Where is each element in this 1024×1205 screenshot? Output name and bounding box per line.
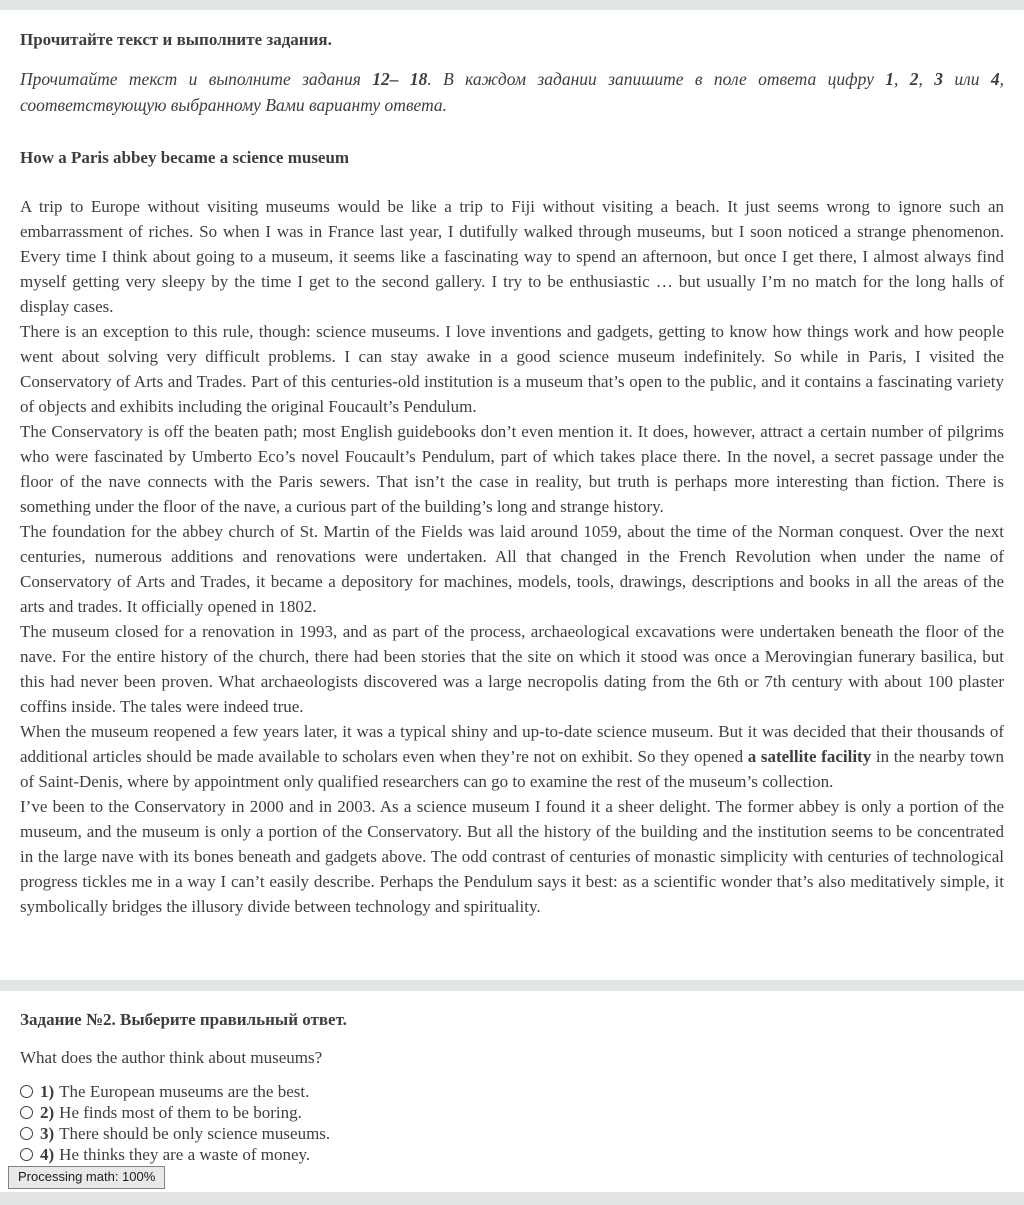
answer-option-4[interactable] <box>20 1144 1004 1165</box>
answer-option-1[interactable] <box>20 1081 1004 1102</box>
mathjax-status-text: Processing math: 100% <box>18 1169 156 1184</box>
radio-button-4[interactable] <box>20 1148 33 1161</box>
option-number: 3) <box>40 1124 55 1143</box>
question-text: What does the author think about museums? <box>20 1048 323 1067</box>
option-number: 1) <box>40 1082 55 1101</box>
article-paragraph-2: There is an exception to this rule, though: science museums. I love inventions and gadgets, getting to know how things work and how people went about solving very difficult problems. I can stay awake in a good science museum indefinitely. So while in Paris, I visited the Conservatory of Arts and Trades. Part of this centuries-old institution is a museum that’s open to the public, and it contains a fascinating variety of objects and exhibits including the original Foucault’s Pendulum. <box>20 322 1004 416</box>
answer-option-2[interactable] <box>20 1102 1004 1123</box>
article-title: How a Paris abbey became a science museum <box>20 148 350 167</box>
task-section <box>20 1002 1004 1165</box>
mathjax-status <box>8 1166 165 1189</box>
option-text: The European museums are the best. <box>59 1082 310 1101</box>
answer-options <box>20 1081 1004 1165</box>
section-divider <box>0 980 1024 991</box>
option-number: 4) <box>40 1145 55 1164</box>
option-text: He finds most of them to be boring. <box>59 1103 302 1122</box>
instructions-header: Прочитайте текст и выполните задания. <box>20 30 332 49</box>
top-divider <box>0 0 1024 10</box>
article-body <box>20 194 1004 919</box>
article-paragraph-5: The museum closed for a renovation in 1993, and as part of the process, archaeological excavations were undertaken beneath the floor of the nave. For the entire history of the church, there had been stories that the site on which it stood was once a Merovingian funerary basilica, but this had never been proven. What archaeologists discovered was a large necropolis dating from the 6th or 7th century with about 100 plaster coffins inside. The tales were indeed true. <box>20 622 1004 716</box>
radio-button-2[interactable] <box>20 1106 33 1119</box>
radio-button-1[interactable] <box>20 1085 33 1098</box>
option-text: He thinks they are a waste of money. <box>59 1145 311 1164</box>
answer-option-3[interactable] <box>20 1123 1004 1144</box>
task-header: Задание №2. Выберите правильный ответ. <box>20 1010 347 1029</box>
article-paragraph-6: When the museum reopened a few years later, it was a typical shiny and up-to-date science museum. But it was decided that their thousands of additional articles should be made available to scholars even when they’re not on exhibit. So they opened a satellite facility in the nearby town of Saint-Denis, where by appointment only qualified researchers can go to examine the rest of the museum’s collection. <box>20 722 1004 791</box>
radio-button-3[interactable] <box>20 1127 33 1140</box>
article-paragraph-4: The foundation for the abbey church of St. Martin of the Fields was laid around 1059, about the time of the Norman conquest. Over the next centuries, numerous additions and renovations were undertaken. All that changed in the French Revolution when under the name of Conservatory of Arts and Trades, it became a depository for machines, models, tools, drawings, descriptions and books in all the areas of the arts and trades. It officially opened in 1802. <box>20 522 1004 616</box>
article-paragraph-7: I’ve been to the Conservatory in 2000 and in 2003. As a science museum I found it a sheer delight. The former abbey is only a portion of the museum, and the museum is only a portion of the Conservatory. But all the history of the building and the institution seems to be concentrated in the large nave with its bones beneath and gadgets above. The odd contrast of centuries of monastic simplicity with centuries of technological progress tickles me in a way I can’t easily describe. Perhaps the Pendulum says it best: as a scientific wonder that’s also meditatively simple, it symbolically bridges the illusory divide between technology and spirituality. <box>20 797 1004 916</box>
option-text: There should be only science museums. <box>59 1124 331 1143</box>
bottom-divider <box>0 1192 1024 1205</box>
reading-section <box>20 10 1004 919</box>
article-paragraph-1: A trip to Europe without visiting museums would be like a trip to Fiji without visiting a beach. It just seems wrong to ignore such an embarrassment of riches. So when I was in France last year, I dutifully walked through museums, but I soon noticed a strange phenomenon. Every time I think about going to a museum, it seems like a fascinating way to spend an afternoon, but once I get there, I almost always find myself getting very sleepy by the time I get to the second gallery. I try to be enthusiastic … but usually I’m no match for the long halls of display cases. <box>20 197 1004 316</box>
instructions-note: Прочитайте текст и выполните задания 12– 18. В каждом задании запишите в поле ответа цифру 1, 2, 3 или 4, соответствующую выбранному Вами варианту ответа. <box>20 69 1004 115</box>
option-number: 2) <box>40 1103 55 1122</box>
article-paragraph-3: The Conservatory is off the beaten path; most English guidebooks don’t even mention it. It does, however, attract a certain number of pilgrims who were fascinated by Umberto Eco’s novel Foucault’s Pendulum, part of which takes place there. In the novel, a secret passage under the floor of the nave connects with the Paris sewers. That isn’t the case in reality, but truth is perhaps more interesting than fiction. There is something under the floor of the nave, a curious part of the building’s long and strange history. <box>20 422 1004 516</box>
